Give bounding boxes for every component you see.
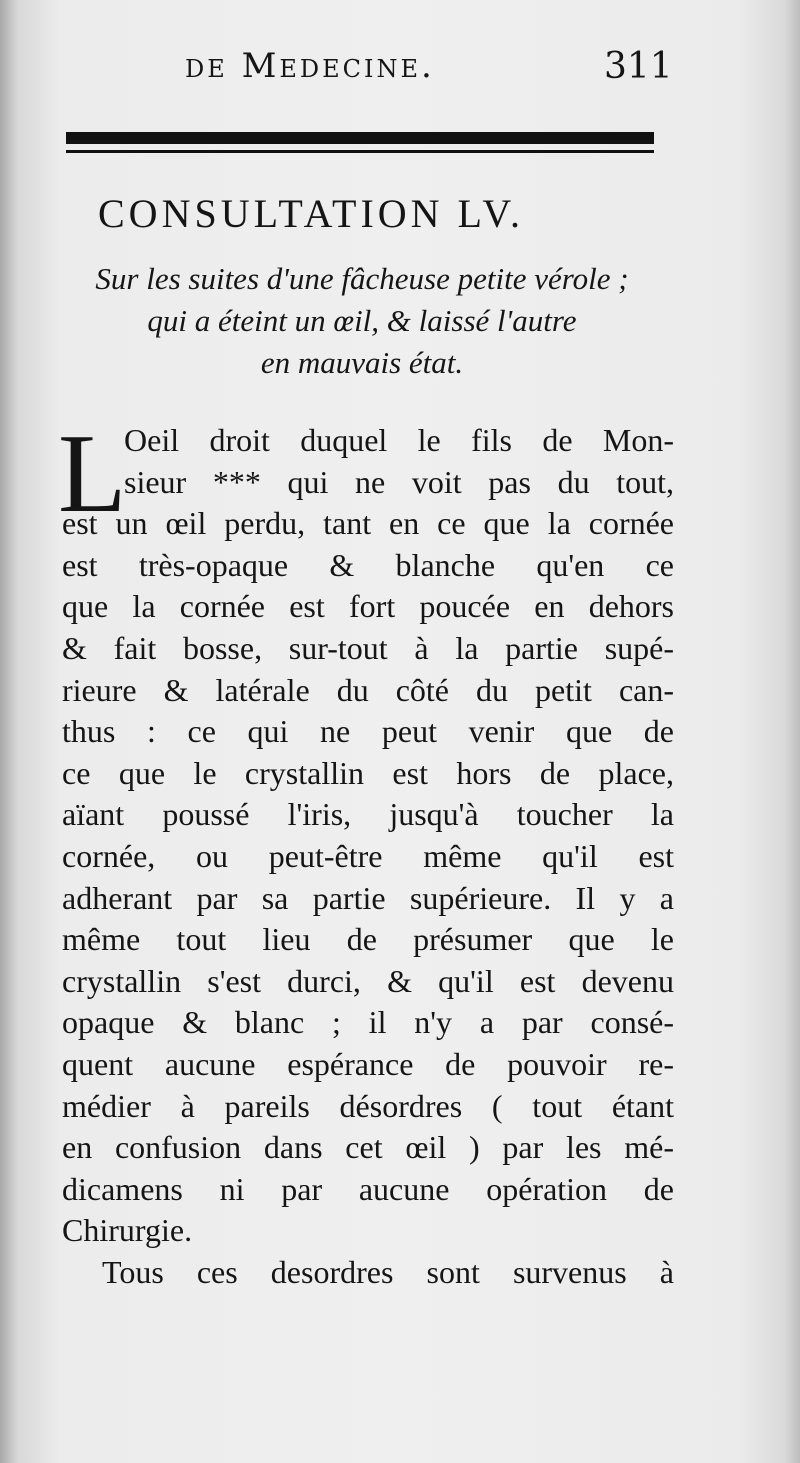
- text-line: & fait bosse, sur-tout à la partie supé-: [62, 629, 674, 666]
- text-line: thus : ce qui ne peut venir que de: [62, 713, 674, 750]
- text-line: cornée, ou peut-être même qu'il est: [62, 837, 674, 874]
- subtitle-line: qui a éteint un œil, & laissé l'autre: [147, 303, 577, 338]
- drop-cap: L: [58, 412, 127, 536]
- text-line: est un œil perdu, tant en ce que la cornée: [62, 505, 674, 542]
- consultation-subtitle: [52, 258, 672, 384]
- text-line: crystallin s'est durci, & qu'il est devenu: [62, 962, 674, 999]
- header-rule-thin: [66, 150, 654, 153]
- header-rule-thick: [66, 132, 654, 144]
- text-line: sieur *** qui ne voit pas du tout,: [124, 463, 674, 500]
- text-line: que la cornée est fort poucée en dehors: [62, 588, 674, 625]
- page-number: 311: [604, 46, 673, 87]
- text-line: opaque & blanc ; il n'y a par consé-: [62, 1004, 674, 1041]
- body-text: [62, 420, 674, 1293]
- text-line: même tout lieu de présumer que le: [62, 921, 674, 958]
- text-line: Tous ces desordres sont survenus à: [102, 1253, 674, 1290]
- text-line: médier à pareils désordres ( tout étant: [62, 1087, 674, 1124]
- text-line: aïant poussé l'iris, jusqu'à toucher la: [62, 796, 674, 833]
- text-line: rieure & latérale du côté du petit can-: [62, 671, 674, 708]
- text-line: adherant par sa partie supérieure. Il y a: [62, 879, 674, 916]
- text-line: quent aucune espérance de pouvoir re-: [62, 1045, 674, 1082]
- text-line: est très-opaque & blanche qu'en ce: [62, 546, 674, 583]
- consultation-title: CONSULTATION LV.: [98, 191, 525, 236]
- text-line: dicamens ni par aucune opération de: [62, 1170, 674, 1207]
- subtitle-line: en mauvais état.: [260, 345, 464, 380]
- text-line: ce que le crystallin est hors de place,: [62, 754, 674, 791]
- running-head: de Medecine.: [185, 46, 435, 86]
- text-line: Chirurgie.: [62, 1212, 193, 1249]
- text-line: Oeil droit duquel le fils de Mon-: [124, 422, 674, 458]
- subtitle-line: Sur les suites d'une fâcheuse petite vérole ;: [95, 261, 629, 296]
- text-line: en confusion dans cet œil ) par les mé-: [62, 1129, 674, 1166]
